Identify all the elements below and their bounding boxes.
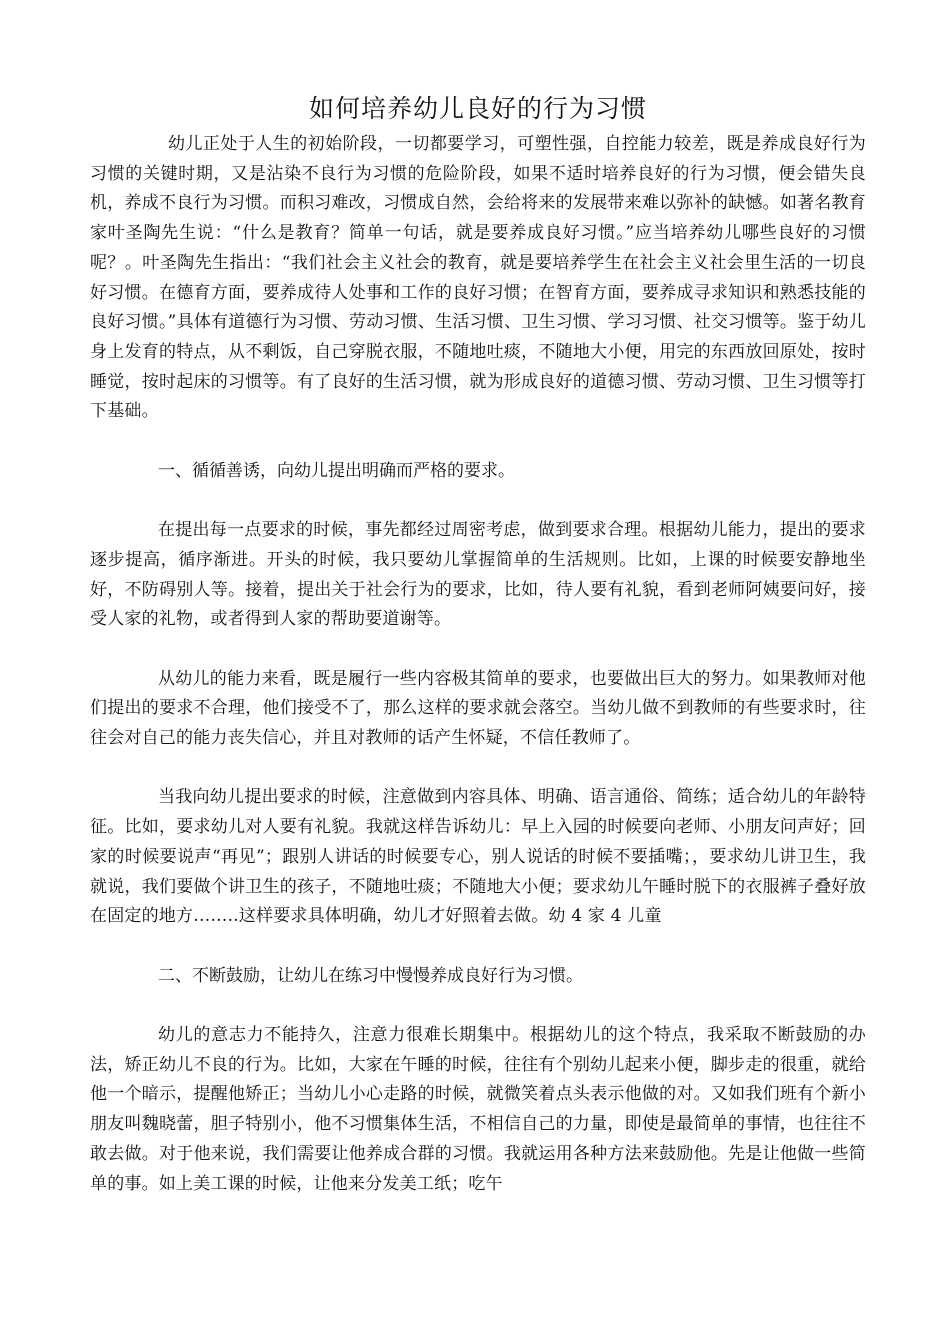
- section-heading-2: 二、不断鼓励，让幼儿在练习中慢慢养成良好行为习惯。: [158, 965, 583, 986]
- spacer: [90, 635, 866, 665]
- section1-paragraph-3: 当我向幼儿提出要求的时候，注意做到内容具体、明确、语言通俗、简练；适合幼儿的年龄特征。比如，要求幼儿对人要有礼貌。我就这样告诉幼儿：早上入园的时候要向老师、小朋友问声好；回家的时候要说声“再见”；跟别人讲话的时候要专心，别人说话的时候不要插嘴；，要求幼儿讲卫生，我就说，我们要做个讲卫生的孩子，不随地吐痰；不随地大小便；要求幼儿午睡时脱下的衣服裤子叠好放在固定的地方……..这样要求具体明确，幼儿才好照着去做。幼 4 家 4 儿童: [90, 787, 866, 927]
- section1-paragraph-2: 从幼儿的能力来看，既是履行一些内容极其简单的要求，也要做出巨大的努力。如果教师对他们提出的要求不合理，他们接受不了，那么这样的要求就会落空。当幼儿做不到教师的有些要求时，往往会对自己的能力丧失信心，并且对教师的话产生怀疑，不信任教师了。: [90, 668, 866, 749]
- spacer: [90, 932, 866, 962]
- spacer: [90, 486, 866, 516]
- spacer: [90, 427, 866, 457]
- spacer: [90, 754, 866, 784]
- spacer: [90, 991, 866, 1021]
- document-page: [90, 92, 866, 1199]
- document-title: 如何培养幼儿良好的行为习惯: [308, 94, 647, 123]
- intro-paragraph: 幼儿正处于人生的初始阶段，一切都要学习，可塑性强，自控能力较差，既是养成良好行为习惯的关键时期，又是沾染不良行为习惯的危险阶段，如果不适时培养良好的行为习惯，便会错失良机，养成不良行为习惯。而积习难改，习惯成自然，会给将来的发展带来难以弥补的缺憾。如著名教育家叶圣陶先生说：“什么是教育？简单一句话，就是要养成良好习惯。”应当培养幼儿哪些良好的习惯呢？。叶圣陶先生指出：“我们社会主义社会的教育，就是要培养学生在社会主义社会里生活的一切良好习惯。在德育方面，要养成待人处事和工作的良好习惯；在智育方面，要养成寻求知识和熟悉技能的良好习惯。”具体有道德行为习惯、劳动习惯、生活习惯、卫生习惯、学习习惯、社交习惯等。鉴于幼儿身上发育的特点，从不剩饭，自己穿脱衣服，不随地吐痰，不随地大小便，用完的东西放回原处，按时睡觉，按时起床的习惯等。有了良好的生活习惯，就为形成良好的道德习惯、劳动习惯、卫生习惯等打下基础。: [90, 134, 866, 422]
- section1-paragraph-1: 在提出每一点要求的时候，事先都经过周密考虑，做到要求合理。根据幼儿能力，提出的要求逐步提高，循序渐进。开头的时候，我只要幼儿掌握简单的生活规则。比如，上课的时候要安静地坐好，不防碍别人等。接着，提出关于社会行为的要求，比如，待人要有礼貌，看到老师阿姨要问好，接受人家的礼物，或者得到人家的帮助要道谢等。: [90, 520, 866, 630]
- section2-paragraph-1: 幼儿的意志力不能持久，注意力很难长期集中。根据幼儿的这个特点，我采取不断鼓励的办法，矫正幼儿不良的行为。比如，大家在午睡的时候，往往有个别幼儿起来小便，脚步走的很重，就给他一个暗示，提醒他矫正；当幼儿小心走路的时候，就微笑着点头表示他做的对。又如我们班有个新小朋友叫魏晓蕾，胆子特别小，他不习惯集体生活，不相信自己的力量，即使是最简单的事情，也往往不敢去做。对于他来说，我们需要让他养成合群的习惯。我就运用各种方法来鼓励他。先是让他做一些简单的事。如上美工课的时候，让他来分发美工纸；吃午: [90, 1025, 866, 1194]
- section-heading-1: 一、循循善诱，向幼儿提出明确而严格的要求。: [158, 460, 515, 481]
